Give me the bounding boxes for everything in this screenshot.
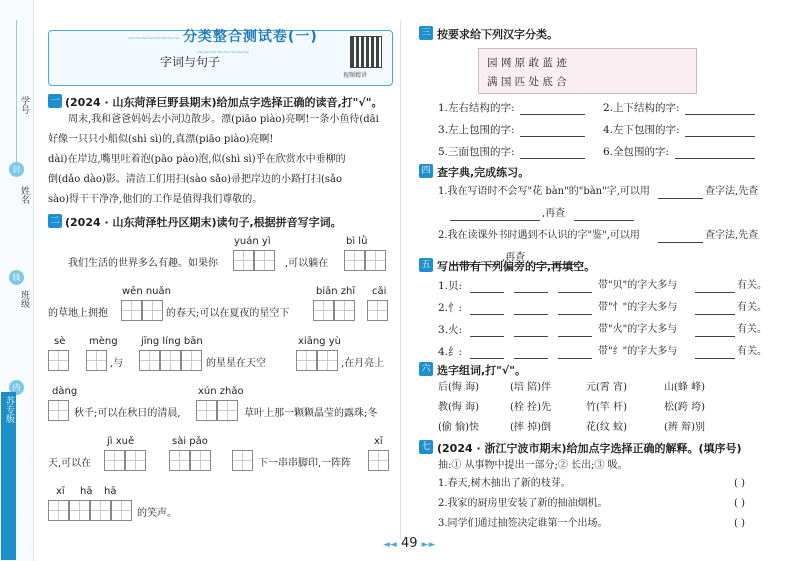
s3-item <box>603 120 680 140</box>
radical: 忄: <box>448 302 463 314</box>
page-number: 49 <box>400 536 418 551</box>
item-number: 5. <box>438 146 449 158</box>
s4-line: 1.我在写语时不会写"花 bàn"的"bàn"字,可以用 <box>438 186 650 197</box>
section-2-heading: (2024 · 山东菏泽牡丹区期末)读句子,根据拼音写字词。 <box>65 216 342 229</box>
answer-blank[interactable] <box>695 314 735 315</box>
title-row <box>110 26 335 58</box>
item-text: 左右结构的字: <box>448 102 515 114</box>
s5-row <box>438 298 462 318</box>
answer-box[interactable] <box>190 450 211 471</box>
s2-text: 的草地上拥抱 <box>48 308 108 319</box>
answer-box[interactable] <box>217 400 238 421</box>
answer-box[interactable] <box>365 250 386 271</box>
answer-box[interactable] <box>48 400 69 421</box>
s1-line: 倒(dǎo dào)影。清洁工们用扫(sào sǎo)帚把岸边的小路打扫(sǎo <box>48 174 342 185</box>
s2-text: 的春天;可以在夏夜的星空下 <box>166 308 290 319</box>
s4-line: 查字法,先查 <box>705 230 759 241</box>
s6-cell[interactable]: 教(悔 诲) <box>438 402 479 413</box>
s1-line: sào)得干干净净,他们的工作是值得我们尊敬的。 <box>48 194 263 205</box>
section-2-number: 二 <box>48 214 62 228</box>
pinyin: biān zhī <box>316 286 356 297</box>
item-number: 4. <box>603 124 614 136</box>
answer-blank[interactable] <box>514 314 548 315</box>
answer-box[interactable] <box>169 450 190 471</box>
pinyin: mèng <box>89 336 118 347</box>
s6-cell[interactable]: 松(跨 垮) <box>664 402 705 413</box>
s3-item <box>438 120 515 140</box>
item-number: 2. <box>603 102 614 114</box>
s6-cell[interactable]: 竹(竿 杆) <box>586 402 627 413</box>
answer-parens[interactable]: ( ) <box>734 518 745 529</box>
s3-item <box>603 142 669 162</box>
item-text: 左下包围的字: <box>613 124 680 136</box>
answer-box[interactable] <box>86 350 107 371</box>
item-number: 3. <box>438 324 449 336</box>
answer-blank[interactable] <box>558 358 592 359</box>
answer-blank[interactable] <box>695 358 735 359</box>
s5-tail: 带"贝"的字大多与 <box>598 280 678 291</box>
s2-text: 的星星在天空 <box>206 358 266 369</box>
binding-circle: 内 <box>9 380 24 395</box>
section-6-number: 六 <box>419 362 433 376</box>
page-number-row <box>383 536 436 551</box>
answer-blank[interactable] <box>558 314 592 315</box>
s2-text: 天,可以在 <box>48 458 92 469</box>
answer-blank[interactable] <box>558 336 592 337</box>
qr-caption: 视频精讲 <box>343 72 368 79</box>
answer-box[interactable] <box>69 500 90 521</box>
s3-item <box>603 98 680 118</box>
answer-blank[interactable] <box>470 358 504 359</box>
s6-cell[interactable]: (培 陪)伴 <box>510 382 551 393</box>
section-3-heading: 按要求给下列汉字分类。 <box>437 28 558 41</box>
s1-line: 周末,我和爸爸妈妈去小河边散步。漂(piāo piào)亮啊!一条小鱼待(dāi <box>68 114 379 125</box>
answer-box[interactable] <box>368 450 389 471</box>
section-7-number: 七 <box>419 440 433 454</box>
answer-blank[interactable] <box>574 220 634 221</box>
student-number-label: 学号 <box>19 96 29 114</box>
character-row: 满 国 匹 处 底 合 <box>487 76 567 88</box>
answer-box[interactable] <box>104 450 125 471</box>
binding-circle: 封 <box>9 162 24 177</box>
page-title: 分类整合测试卷(一) <box>182 29 318 45</box>
title-deco-left: ~~~~~~~~ <box>127 34 180 44</box>
pinyin: jīng líng bān <box>141 336 203 347</box>
section-5-number: 五 <box>419 258 433 272</box>
s4-line: 2.我在读课外书时遇到不认识的字"鉴",可以用 <box>438 230 640 241</box>
answer-blank[interactable] <box>658 242 703 243</box>
answer-box[interactable] <box>233 250 254 271</box>
s3-item <box>438 98 515 118</box>
class-label: 班级 <box>19 290 29 308</box>
radical: 纟: <box>448 346 463 358</box>
radical: 贝: <box>448 280 463 292</box>
s5-row <box>438 320 462 340</box>
definition-line: 抽:① 从事物中提出一部分;② 长出;③ 吸。 <box>438 460 628 471</box>
s6-cell[interactable]: (辨 辩)别 <box>664 422 705 433</box>
item-number: 1. <box>438 102 449 114</box>
next-arrow-icon: ►► <box>421 540 436 550</box>
item-number: 1. <box>438 280 449 292</box>
section-1-heading: (2024 · 山东菏泽巨野县期末)给加点字选择正确的读音,打"√"。 <box>65 96 383 109</box>
title-deco-right: ~~~~~~~~ <box>196 48 249 58</box>
s6-cell[interactable]: 山(蜂 峰) <box>664 382 705 393</box>
s2-text: 秋千;可以在秋日的清晨, <box>74 408 181 419</box>
character-row: 园 网 原 敢 蓝 迹 <box>487 57 567 69</box>
pinyin: xún zhǎo <box>198 386 244 397</box>
pinyin: jì xuě <box>107 436 135 447</box>
section-4-heading: 查字典,完成练习。 <box>437 166 530 179</box>
pinyin: xī <box>56 486 65 497</box>
answer-box[interactable] <box>90 500 111 521</box>
s1-line: 好像一只只小船似(shì sì)的,真漂(piāo piào)亮啊! <box>48 134 274 145</box>
answer-blank[interactable] <box>520 158 585 159</box>
s2-text: 下一串串脚印,一阵阵 <box>258 458 352 469</box>
answer-box[interactable] <box>344 250 365 271</box>
s5-end: 有关。 <box>737 346 767 357</box>
s4-line: ,再查 <box>502 252 526 263</box>
answer-blank[interactable] <box>470 314 504 315</box>
s4-line: ,再查 <box>542 208 566 219</box>
answer-blank[interactable] <box>470 292 504 293</box>
s2-text: 的笑声。 <box>137 508 177 519</box>
pinyin: sè <box>54 336 66 347</box>
answer-blank[interactable] <box>520 136 585 137</box>
binding-circle: 线 <box>9 270 24 285</box>
s5-tail: 带"纟"的字大多与 <box>598 346 678 357</box>
answer-box[interactable] <box>48 350 69 371</box>
s7-item: 2.我家的厨房里安装了新的抽油烟机。 <box>438 498 608 509</box>
prev-arrow-icon: ◄◄ <box>383 540 397 550</box>
answer-box[interactable] <box>254 250 275 271</box>
answer-box[interactable] <box>196 400 217 421</box>
section-3-number: 三 <box>419 26 433 40</box>
section-6-heading: 选字组词,打"√"。 <box>437 364 526 377</box>
item-text: 上下结构的字: <box>613 102 680 114</box>
answer-box[interactable] <box>142 300 163 321</box>
answer-blank[interactable] <box>514 358 548 359</box>
s6-cell[interactable]: 元(霄 宵) <box>586 382 627 393</box>
answer-box[interactable] <box>160 350 181 371</box>
s5-row <box>438 276 462 296</box>
answer-box[interactable] <box>121 300 142 321</box>
item-text: 全包围的字: <box>613 146 670 158</box>
pinyin: hā <box>80 486 93 497</box>
s6-cell[interactable]: (偷 愉)快 <box>438 422 479 433</box>
pinyin: wēn nuǎn <box>122 286 171 297</box>
section-5-heading: 写出带有下列偏旁的字,再填空。 <box>437 260 596 273</box>
answer-blank[interactable] <box>450 220 540 221</box>
section-1-number: 一 <box>48 94 62 108</box>
s6-cell[interactable]: (摔 掉)倒 <box>510 422 551 433</box>
answer-blank[interactable] <box>514 336 548 337</box>
s5-tail: 带"火"的字大多与 <box>598 324 678 335</box>
item-number: 4. <box>438 346 449 358</box>
s5-end: 有关。 <box>737 324 767 335</box>
s6-cell[interactable]: (栓 拴)先 <box>510 402 551 413</box>
page-subtitle: 字词与句子 <box>160 55 221 69</box>
s5-end: 有关。 <box>737 280 767 291</box>
s2-text: 我们生活的世界多么有趣。如果你 <box>68 258 218 269</box>
binding-line <box>16 20 17 170</box>
s2-text: ,与 <box>110 358 124 369</box>
page-divider <box>400 20 401 540</box>
answer-blank[interactable] <box>685 114 755 115</box>
answer-box[interactable] <box>367 300 388 321</box>
answer-blank[interactable] <box>520 114 585 115</box>
pinyin: xī <box>374 436 383 447</box>
section-4-number: 四 <box>419 164 433 178</box>
pinyin: dàng <box>52 386 78 397</box>
pinyin: hā <box>104 486 117 497</box>
answer-blank[interactable] <box>658 198 703 199</box>
answer-box[interactable] <box>48 500 69 521</box>
pinyin: bì lǜ <box>346 236 368 247</box>
answer-blank[interactable] <box>514 292 548 293</box>
answer-parens[interactable]: ( ) <box>734 478 745 489</box>
answer-box[interactable] <box>125 450 146 471</box>
pinyin: sài pǎo <box>172 436 208 447</box>
answer-box[interactable] <box>334 300 355 321</box>
character-table <box>478 48 697 94</box>
s1-line: dài)在岸边,嘴里吐着泡(pāo pào)泡,似(shì sì)乎在欣赏水中垂柳的 <box>48 154 346 165</box>
radical: 火: <box>448 324 463 336</box>
s3-item <box>438 142 515 162</box>
s5-row <box>438 342 462 362</box>
item-number: 2. <box>438 302 449 314</box>
answer-blank[interactable] <box>470 336 504 337</box>
pinyin: xiāng yù <box>298 336 341 347</box>
s7-item: 3.同学们通过抽签决定谁第一个出场。 <box>438 518 608 529</box>
s2-text: ,在月亮上 <box>341 358 385 369</box>
answer-box[interactable] <box>296 350 317 371</box>
s5-tail: 带"忄"的字大多与 <box>598 302 678 313</box>
book-spine <box>1 392 27 560</box>
answer-box[interactable] <box>139 350 160 371</box>
answer-blank[interactable] <box>685 136 755 137</box>
item-text: 三面包围的字: <box>448 146 515 158</box>
spine-text: 学习总动员 语文二年级 下册 人教版 江苏专版 <box>4 396 27 552</box>
answer-box[interactable] <box>317 350 338 371</box>
item-number: 6. <box>603 146 614 158</box>
answer-blank[interactable] <box>695 336 735 337</box>
s4-line: 查字法,先查 <box>705 186 759 197</box>
answer-blank[interactable] <box>558 292 592 293</box>
qr-code-icon[interactable] <box>350 36 382 68</box>
s2-text: 草叶上那一颗颗晶莹的露珠;冬 <box>244 408 378 419</box>
answer-box[interactable] <box>181 350 202 371</box>
answer-blank[interactable] <box>675 158 755 159</box>
s7-item: 1.春天,树木抽出了新的枝芽。 <box>438 478 571 489</box>
pinyin: yuán yì <box>234 236 271 247</box>
item-text: 左上包围的字: <box>448 124 515 136</box>
answer-blank[interactable] <box>695 292 735 293</box>
s5-end: 有关。 <box>737 302 767 313</box>
s6-cell[interactable]: 花(纹 蚊) <box>586 422 627 433</box>
name-label: 姓名 <box>19 186 29 204</box>
answer-parens[interactable]: ( ) <box>734 498 745 509</box>
answer-box[interactable] <box>232 450 253 471</box>
section-7-heading: (2024 · 浙江宁波市期末)给加点字选择正确的解释。(填序号) <box>437 442 742 455</box>
pinyin: cǎi <box>372 286 387 297</box>
item-number: 3. <box>438 124 449 136</box>
answer-box[interactable] <box>111 500 132 521</box>
s6-cell[interactable]: 后(悔 诲) <box>438 382 479 393</box>
s2-text: ,可以躺在 <box>285 258 329 269</box>
answer-box[interactable] <box>313 300 334 321</box>
